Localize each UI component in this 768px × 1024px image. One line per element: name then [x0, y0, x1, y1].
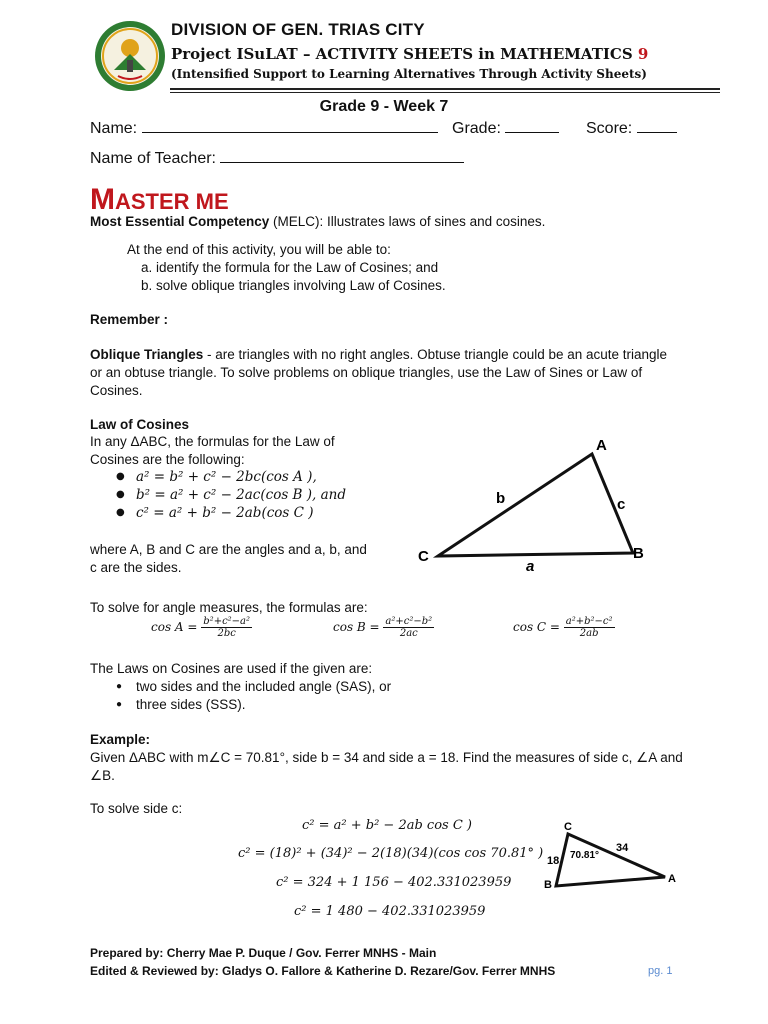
melc-text: (MELC): Illustrates laws of sines and cosines.: [269, 214, 546, 229]
vertex-b: B: [633, 545, 644, 562]
angle-formula-b: [333, 616, 434, 639]
solution-step: c² = 324 + 1 156 − 402.331023959: [276, 875, 512, 890]
project-subtitle: (Intensified Support to Learning Alternatives Through Activity Sheets): [171, 67, 647, 81]
teacher-field: [90, 148, 464, 168]
formula-fraction: [383, 616, 434, 639]
example-text: Given ΔABC with m∠C = 70.81°, side b = 34 and side a = 18. Find the measures of side c, ∠A and ∠B.: [90, 750, 683, 783]
solution-step: c² = 1 480 − 402.331023959: [294, 904, 486, 919]
where-text: where A, B and C are the angles and a, b, and c are the sides.: [90, 542, 367, 575]
side-a-label: a: [526, 558, 535, 575]
fraction-denominator: 2ab: [579, 628, 599, 639]
fraction-numerator: a²+c²−b²: [385, 616, 433, 627]
example-angle-label: 70.81°: [570, 850, 600, 861]
name-label: Name:: [90, 120, 138, 137]
page-number: pg. 1: [648, 965, 673, 977]
formula-item: ● b² = a² + c² − 2ac(cos B ), and: [112, 486, 372, 504]
fraction-denominator: 2bc: [217, 628, 236, 639]
score-label: Score:: [586, 120, 633, 137]
side-c-label: c: [617, 496, 626, 513]
grade-field: [452, 118, 559, 138]
loc-intro: In any ΔABC, the formulas for the Law of Cosines are the following:: [90, 434, 335, 467]
formula-lhs: cos C =: [513, 620, 564, 634]
angle-formula-a: [151, 616, 252, 639]
use-case-item: ● three sides (SSS).: [112, 696, 512, 714]
formula-lhs: cos B =: [333, 620, 384, 634]
use-case-item: ● two sides and the included angle (SAS), or: [112, 678, 512, 696]
division-title: DIVISION OF GEN. TRIAS CITY: [171, 20, 425, 39]
example-heading: Example:: [90, 732, 151, 747]
melc-paragraph: [90, 213, 690, 231]
formula-item: ● c² = a² + b² − 2ab(cos C ): [112, 504, 372, 522]
use-intro: The Laws on Cosines are used if the given are:: [90, 661, 373, 676]
project-grade: 9: [637, 45, 649, 63]
angle-formula-c: [513, 616, 615, 639]
teacher-blank[interactable]: [220, 148, 464, 163]
vertex-a: A: [596, 437, 607, 454]
section-title: [90, 183, 229, 217]
objective-item: b. solve oblique triangles involving Law of Cosines.: [141, 278, 446, 293]
angle-intro: To solve for angle measures, the formulas are:: [90, 600, 368, 615]
project-title: [171, 45, 648, 63]
formula-fraction: [564, 616, 615, 639]
section-title-rest: ASTER ME: [115, 189, 229, 214]
score-field: [586, 118, 677, 138]
solution-step: c² = (18)² + (34)² − 2(18)(34)(cos cos 70.81° ): [238, 846, 544, 861]
formula-lhs: cos A =: [151, 620, 202, 634]
fraction-numerator: b²+c²−a²: [203, 616, 251, 627]
name-field: [90, 118, 438, 138]
header-divider: [170, 88, 720, 90]
oblique-paragraph: [90, 346, 682, 400]
grade-blank[interactable]: [505, 118, 559, 133]
header-divider-thin: [170, 92, 720, 93]
triangle-diagram: [408, 430, 658, 580]
section-title-initial: M: [90, 183, 115, 216]
teacher-label: Name of Teacher:: [90, 150, 216, 167]
score-blank[interactable]: [637, 118, 677, 133]
objectives-intro: At the end of this activity, you will be able to:: [127, 242, 391, 257]
project-title-text: Project ISuLAT – ACTIVITY SHEETS in MATHEMATICS: [171, 45, 638, 63]
objectives-block: [127, 241, 687, 295]
formula-fraction: [201, 616, 252, 639]
oblique-text: - are triangles with no right angles. Obtuse triangle could be an acute triangle or an obtuse triangle. To solve problems on oblique triangles, use the Law of Sines or Law of Cosines.: [90, 347, 668, 398]
cosine-formula-list: [112, 468, 372, 522]
grade-label: Grade:: [452, 120, 501, 137]
fraction-numerator: a²+b²−c²: [565, 616, 613, 627]
triangle-shape: [438, 454, 633, 556]
formula-item: ● a² = b² + c² − 2bc(cos A ),: [112, 468, 372, 486]
solve-c-label: To solve side c:: [90, 801, 183, 816]
solution-step: c² = a² + b² − 2ab cos C ): [302, 818, 472, 833]
example-vertex-c: C: [564, 821, 572, 833]
remember-heading: Remember :: [90, 312, 169, 327]
oblique-label: Oblique Triangles: [90, 347, 204, 362]
melc-label: Most Essential Competency: [90, 214, 270, 229]
example-triangle-diagram: [540, 818, 690, 898]
use-case-list: [112, 678, 512, 714]
objective-item: a. identify the formula for the Law of Cosines; and: [141, 260, 439, 275]
footer-edited: Edited & Reviewed by: Gladys O. Fallore & Katherine D. Rezare/Gov. Ferrer MNHS: [90, 964, 556, 978]
side-b-label: b: [496, 490, 506, 507]
law-of-cosines-heading: Law of Cosines: [90, 417, 190, 432]
example-side-34: 34: [616, 842, 629, 854]
vertex-c: C: [418, 548, 429, 565]
grade-week-heading: Grade 9 - Week 7: [319, 98, 449, 115]
name-blank[interactable]: [142, 118, 438, 133]
fraction-denominator: 2ac: [399, 628, 418, 639]
example-vertex-a: A: [668, 873, 676, 885]
example-side-18: 18: [547, 855, 560, 867]
division-seal-icon: [94, 20, 166, 92]
example-vertex-b: B: [544, 879, 552, 891]
footer-prepared: Prepared by: Cherry Mae P. Duque / Gov. Ferrer MNHS - Main: [90, 946, 437, 960]
